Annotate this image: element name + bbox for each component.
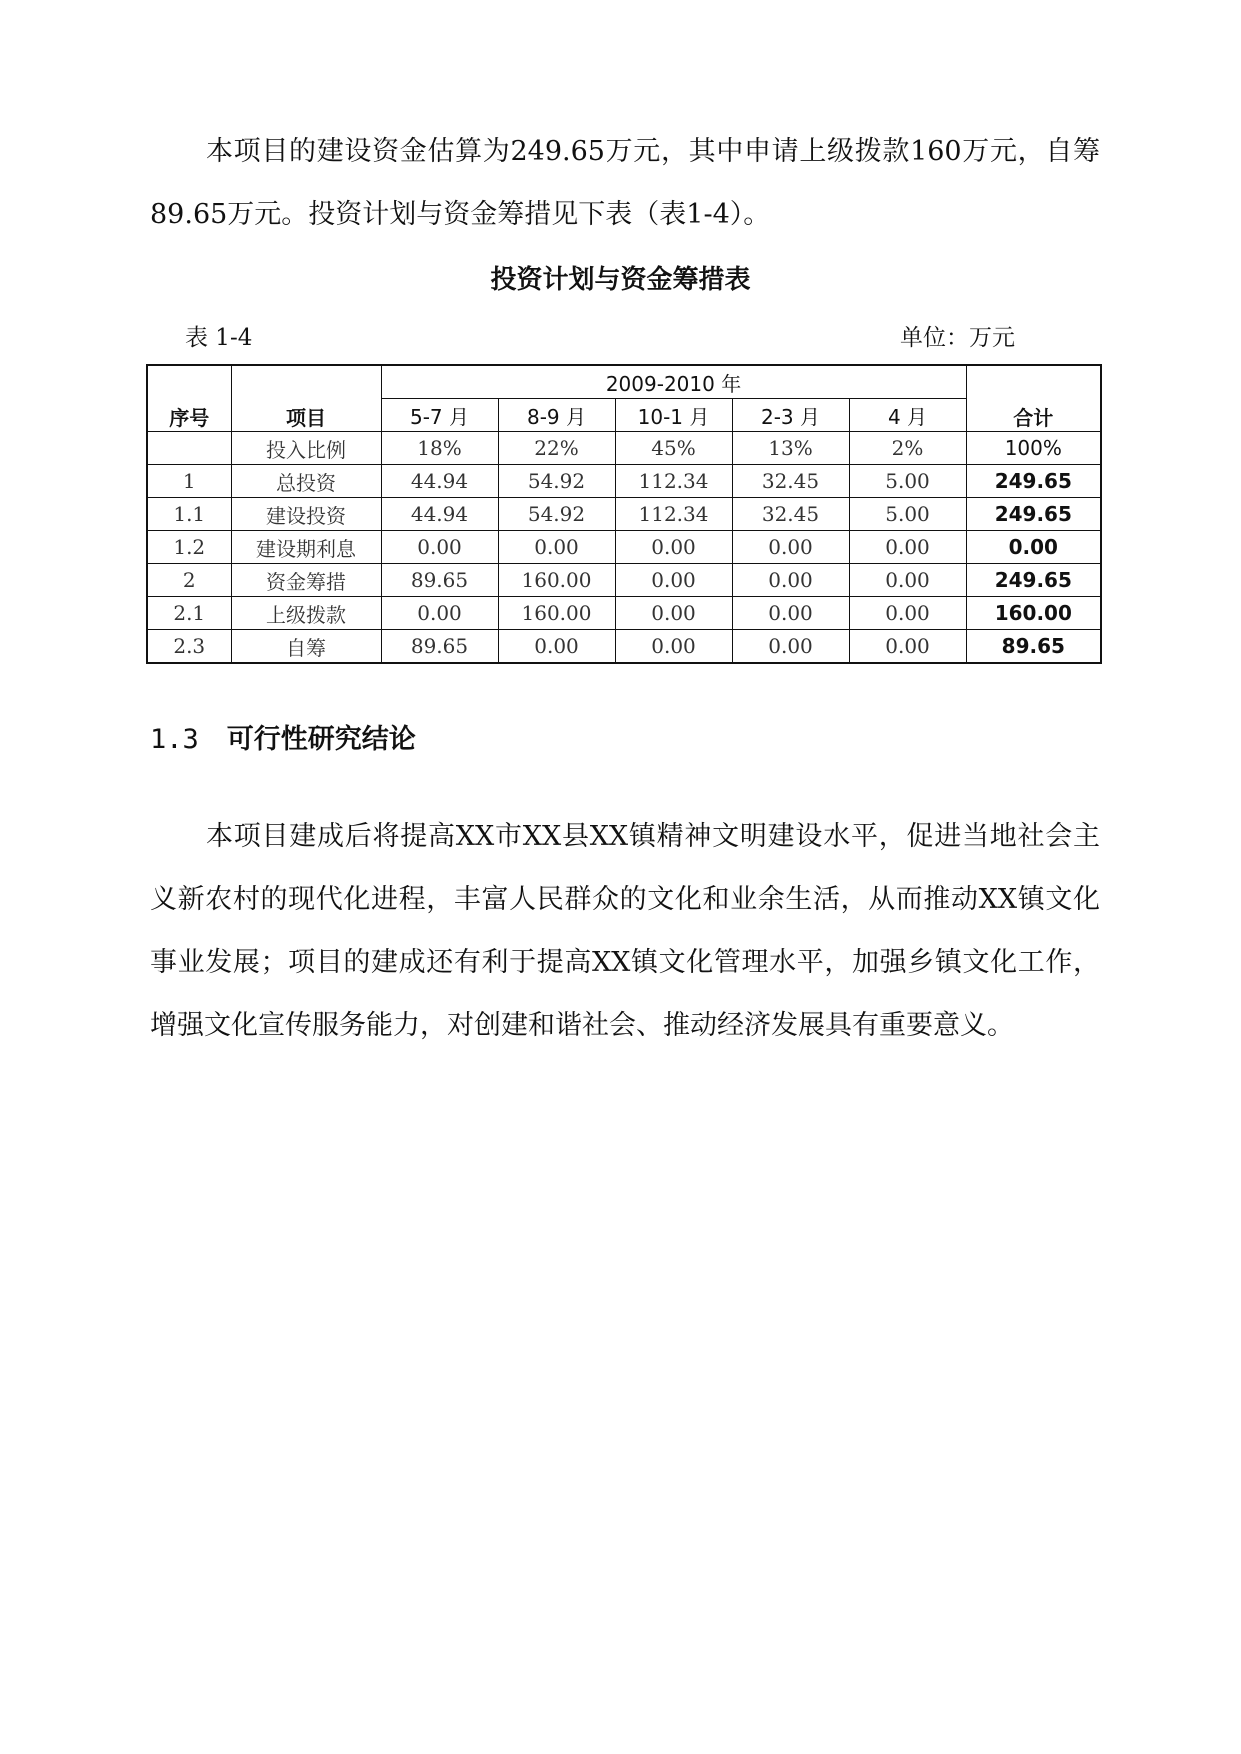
unit-label: 单位：万元 xyxy=(900,325,1015,351)
cell-value: 112.34 xyxy=(615,498,732,531)
cell-total: 100% xyxy=(966,432,1101,465)
cell-value: 54.92 xyxy=(498,465,615,498)
cell-value: 44.94 xyxy=(381,498,498,531)
cell-value: 32.45 xyxy=(732,465,849,498)
cell-seq: 2.1 xyxy=(147,597,231,630)
cell-value: 5.00 xyxy=(849,465,966,498)
cell-total: 0.00 xyxy=(966,531,1101,564)
cell-value: 160.00 xyxy=(498,564,615,597)
cell-value: 18% xyxy=(381,432,498,465)
cell-value: 0.00 xyxy=(732,531,849,564)
cell-value: 0.00 xyxy=(381,531,498,564)
paragraph-funding-estimate: 本项目的建设资金估算为249.65万元，其中申请上级拨款160万元，自筹89.65万元。投资计划与资金筹措见下表（表1-4）。 xyxy=(150,136,1100,230)
cell-value: 0.00 xyxy=(615,597,732,630)
cell-value: 2% xyxy=(849,432,966,465)
cell-value: 0.00 xyxy=(849,564,966,597)
cell-seq xyxy=(147,432,231,465)
header-period: 4 月 xyxy=(849,399,966,432)
cell-value: 0.00 xyxy=(615,531,732,564)
cell-value: 0.00 xyxy=(849,597,966,630)
cell-value: 0.00 xyxy=(732,630,849,664)
table-row xyxy=(147,564,1101,597)
table-row xyxy=(147,465,1101,498)
table-row xyxy=(147,630,1101,664)
cell-item: 投入比例 xyxy=(231,432,381,465)
header-period: 10-1 月 xyxy=(615,399,732,432)
header-period-group: 2009-2010 年 xyxy=(381,365,966,399)
cell-value: 0.00 xyxy=(849,630,966,664)
header-seq: 序号 xyxy=(147,365,231,432)
table-row xyxy=(147,432,1101,465)
cell-value: 0.00 xyxy=(615,630,732,664)
cell-value: 0.00 xyxy=(849,531,966,564)
cell-item: 上级拨款 xyxy=(231,597,381,630)
table-label: 表 1-4 xyxy=(185,325,253,351)
section-heading xyxy=(150,722,416,758)
cell-total: 89.65 xyxy=(966,630,1101,664)
cell-seq: 2 xyxy=(147,564,231,597)
cell-value: 0.00 xyxy=(732,564,849,597)
cell-value: 0.00 xyxy=(498,531,615,564)
cell-seq: 1.2 xyxy=(147,531,231,564)
table-row xyxy=(147,498,1101,531)
cell-total: 249.65 xyxy=(966,564,1101,597)
cell-value: 45% xyxy=(615,432,732,465)
cell-item: 自筹 xyxy=(231,630,381,664)
cell-value: 44.94 xyxy=(381,465,498,498)
header-period: 2-3 月 xyxy=(732,399,849,432)
header-period: 8-9 月 xyxy=(498,399,615,432)
cell-value: 89.65 xyxy=(381,564,498,597)
cell-seq: 1 xyxy=(147,465,231,498)
cell-value: 0.00 xyxy=(615,564,732,597)
header-total: 合计 xyxy=(966,365,1101,432)
cell-seq: 1.1 xyxy=(147,498,231,531)
table-row xyxy=(147,531,1101,564)
cell-total: 249.65 xyxy=(966,498,1101,531)
header-item: 项目 xyxy=(231,365,381,432)
cell-total: 249.65 xyxy=(966,465,1101,498)
cell-value: 32.45 xyxy=(732,498,849,531)
section-number: 1.3 xyxy=(150,724,199,755)
table-row xyxy=(147,597,1101,630)
cell-value: 22% xyxy=(498,432,615,465)
section-title: 可行性研究结论 xyxy=(226,724,416,755)
cell-value: 0.00 xyxy=(732,597,849,630)
cell-value: 13% xyxy=(732,432,849,465)
cell-item: 建设期利息 xyxy=(231,531,381,564)
cell-value: 160.00 xyxy=(498,597,615,630)
cell-value: 54.92 xyxy=(498,498,615,531)
table-title: 投资计划与资金筹措表 xyxy=(490,265,751,295)
investment-plan-table xyxy=(146,364,1102,664)
header-period: 5-7 月 xyxy=(381,399,498,432)
cell-item: 总投资 xyxy=(231,465,381,498)
cell-value: 112.34 xyxy=(615,465,732,498)
paragraph-conclusion: 本项目建成后将提高XX市XX县XX镇精神文明建设水平，促进当地社会主义新农村的现代化进程，丰富人民群众的文化和业余生活，从而推动XX镇文化事业发展；项目的建成还有利于提高XX镇文化管理水平，加强乡镇文化工作，增强文化宣传服务能力，对创建和谐社会、推动经济发展具有重要意义。 xyxy=(150,821,1100,1041)
cell-value: 0.00 xyxy=(381,597,498,630)
cell-value: 89.65 xyxy=(381,630,498,664)
cell-item: 建设投资 xyxy=(231,498,381,531)
cell-total: 160.00 xyxy=(966,597,1101,630)
cell-value: 0.00 xyxy=(498,630,615,664)
cell-value: 5.00 xyxy=(849,498,966,531)
cell-item: 资金筹措 xyxy=(231,564,381,597)
cell-seq: 2.3 xyxy=(147,630,231,664)
